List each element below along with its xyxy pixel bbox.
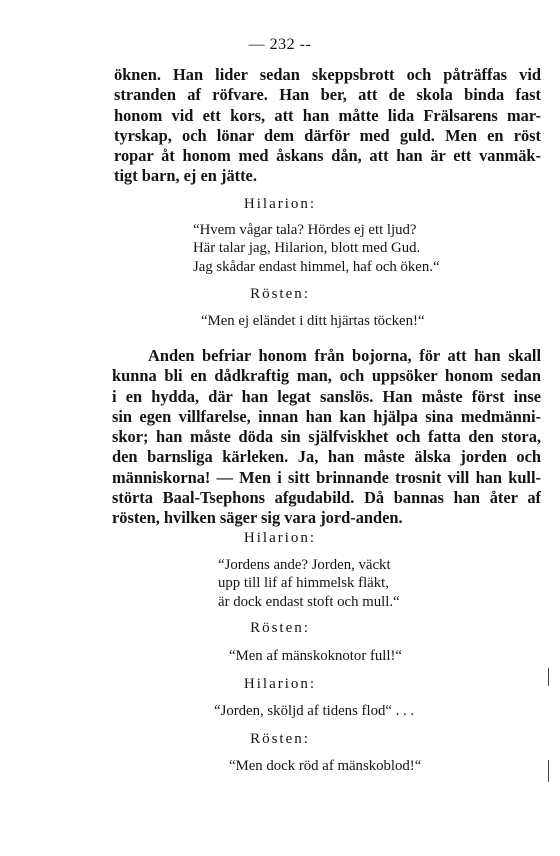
verse-block <box>214 702 414 720</box>
text-line: öknen. Han lider sedan skeppsbrott och påträffas vid <box>114 65 541 84</box>
verse-line: Jag skådar endast himmel, haf och öken.“ <box>193 258 440 275</box>
speaker-label: Rösten: <box>250 731 310 747</box>
text-line: stranden af röfvare. Han ber, att de skola binda fast <box>114 85 541 105</box>
margin-mark <box>548 760 549 782</box>
text-line: störta Baal-Tsephons afgudabild. Då bannas han åter af <box>112 488 541 508</box>
text-line: kunna bli en dådkraftig man, och uppsöker honom sedan <box>112 366 541 386</box>
verse-line: “Men af mänskoknotor full!“ <box>229 648 402 664</box>
verse-line: “Men ej eländet i ditt hjärtas töcken!“ <box>201 313 425 329</box>
verse-block <box>218 556 400 611</box>
speaker-label: Hilarion: <box>243 530 317 546</box>
speaker-label: Rösten: <box>250 286 310 302</box>
verse-block <box>201 312 425 330</box>
speaker-label: Hilarion: <box>243 196 317 212</box>
verse-line: “Jorden, sköljd af tidens flod“ . . . <box>214 703 415 719</box>
verse-line: Här talar jag, Hilarion, blott med Gud. <box>193 240 421 257</box>
margin-mark <box>548 668 549 686</box>
text-line: rösten, hvilken säger sig vara jord-anden. <box>112 508 403 528</box>
text-line: tigt barn, ej en jätte. <box>114 166 257 186</box>
verse-line: “Jordens ande? Jorden, väckt <box>218 557 391 573</box>
paragraph-2 <box>112 346 541 529</box>
text-line: sin egen villfarelse, innan han kan hjälpa sina medmänni- <box>112 406 541 426</box>
text-line: Anden befriar honom från bojorna, för att han skall <box>148 346 541 365</box>
verse-block <box>229 757 421 775</box>
verse-line: är dock endast stoft och mull.“ <box>218 593 400 610</box>
speaker-label: Hilarion: <box>243 676 317 692</box>
verse-block <box>193 221 440 276</box>
paragraph-1 <box>114 65 541 187</box>
text-line: tyrskap, och lönar dem därför med guld. Men en röst <box>114 125 541 145</box>
speaker-label: Rösten: <box>250 620 310 636</box>
text-line: människorna! — Men i sitt brinnande trosnit vill han kull- <box>112 467 541 487</box>
text-line: den barnsliga kärleken. Ja, han måste älska jorden och <box>112 447 541 467</box>
text-line: skor; han måste döda sin själfviskhet och fatta den stora, <box>112 427 541 447</box>
verse-block <box>229 647 402 665</box>
page-number: — 232 -- <box>248 36 312 53</box>
verse-line: upp till lif af himmelsk fläkt, <box>218 575 389 592</box>
text-line: honom vid ett kors, att han måtte lida Frälsarens mar- <box>114 105 541 125</box>
verse-line: “Hvem vågar tala? Hördes ej ett ljud? <box>193 222 417 238</box>
text-line: ropar åt honom med åskans dån, att han är ett vanmäk- <box>114 146 541 166</box>
verse-line: “Men dock röd af mänskoblod!“ <box>229 758 422 774</box>
text-line: i en hydda, där han legat sanslös. Han måste först inse <box>112 386 541 406</box>
